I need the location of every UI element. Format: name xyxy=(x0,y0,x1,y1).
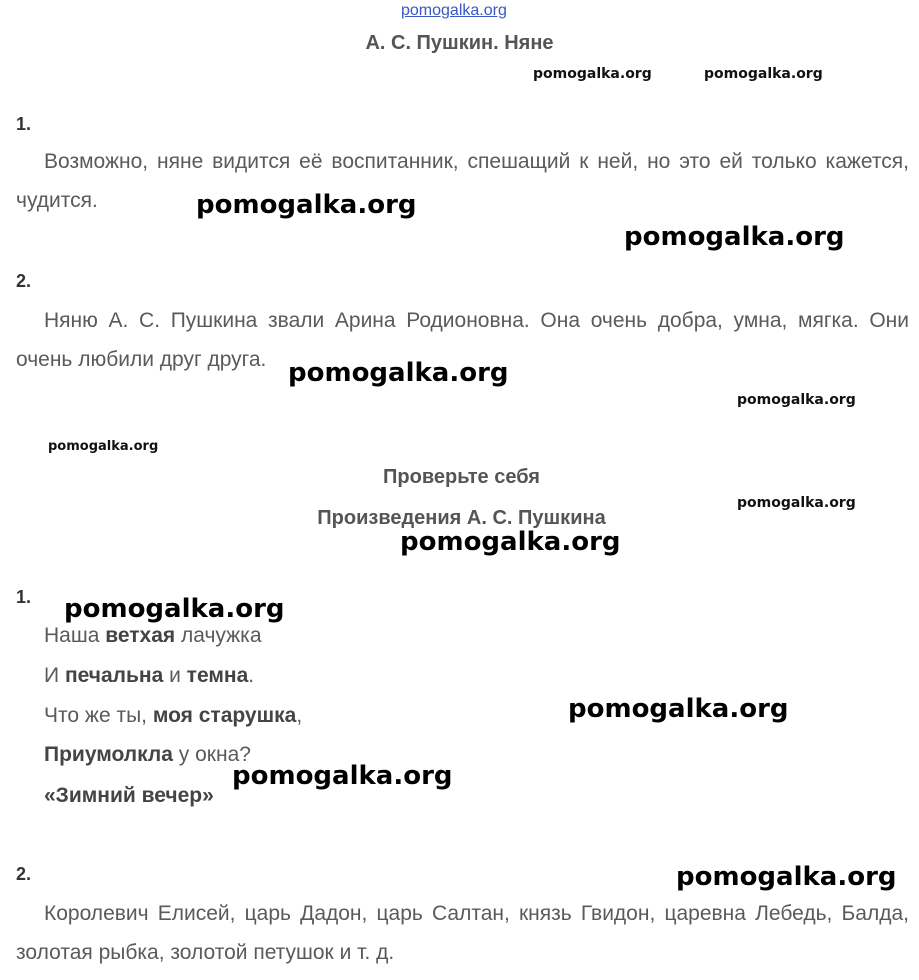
check-answer-2 xyxy=(16,894,909,972)
answer-2-text: Няню А. С. Пушкина звали Арина Родионовна. Она очень добра, умна, мягка. Они очень любили друг друга. xyxy=(16,309,909,371)
watermark: pomogalka.org xyxy=(64,594,285,624)
watermark: pomogalka.org xyxy=(196,190,417,220)
watermark: pomogalka.org xyxy=(568,694,789,724)
answer-1-text: Возможно, няне видится её воспитанник, спешащий к ней, но это ей только кажется, чудится. xyxy=(16,150,909,212)
poem-line-3: Что же ты, моя старушка, xyxy=(44,704,303,727)
watermark: pomogalka.org xyxy=(288,358,509,388)
question-number-2: 2. xyxy=(16,271,32,291)
watermark: pomogalka.org xyxy=(232,761,453,791)
watermark: pomogalka.org xyxy=(737,392,856,408)
watermark: pomogalka.org xyxy=(676,862,897,892)
watermark: pomogalka.org xyxy=(400,527,621,557)
answer-2 xyxy=(16,301,909,379)
section-title: Проверьте себя xyxy=(383,466,540,488)
page-title: А. С. Пушкин. Няне xyxy=(365,32,554,54)
watermark: pomogalka.org xyxy=(48,439,159,454)
section-subtitle: Произведения А. С. Пушкина xyxy=(317,507,606,529)
question-number-1: 1. xyxy=(16,114,32,134)
poem-line-1: Наша ветхая лачужка xyxy=(44,624,262,647)
top-watermark-link[interactable]: pomogalka.org xyxy=(401,2,507,19)
poem-source: «Зимний вечер» xyxy=(44,784,214,807)
watermark: pomogalka.org xyxy=(704,66,823,82)
watermark: pomogalka.org xyxy=(737,495,856,511)
check-answer-2-text: Королевич Елисей, царь Дадон, царь Салтан, князь Гвидон, царевна Лебедь, Балда, золотая рыбка, золотой петушок и т. д. xyxy=(16,902,909,964)
poem-line-2: И печальна и темна. xyxy=(44,664,255,687)
check-number-2: 2. xyxy=(16,864,32,884)
answer-1 xyxy=(16,142,909,220)
watermark: pomogalka.org xyxy=(533,66,652,82)
poem-line-4: Приумолкла у окна? xyxy=(44,743,251,766)
check-number-1: 1. xyxy=(16,587,32,607)
watermark: pomogalka.org xyxy=(624,222,845,252)
